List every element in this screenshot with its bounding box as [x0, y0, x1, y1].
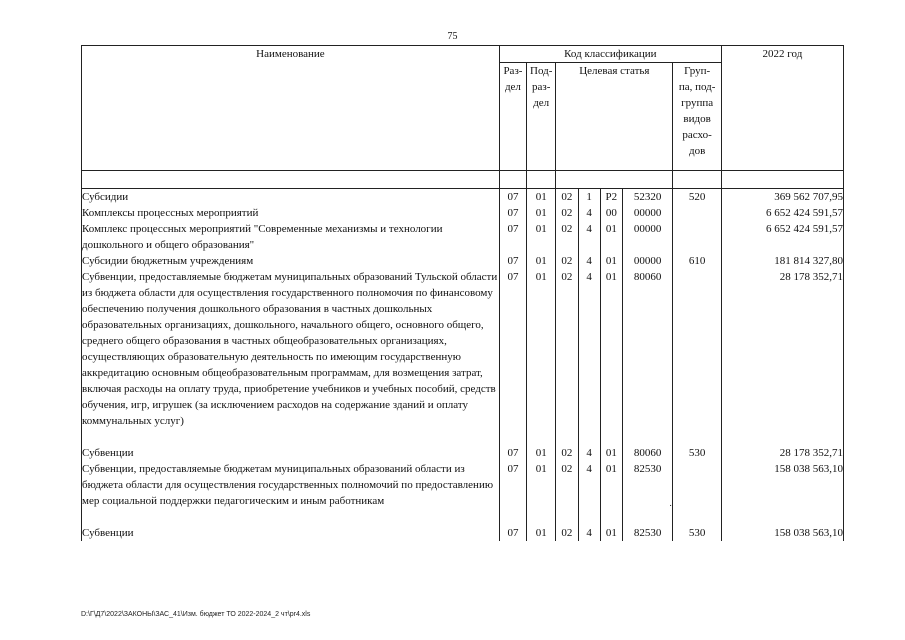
- row-target-event: 01: [600, 461, 622, 509]
- row-name: Комплекс процессных мероприятий "Современные механизмы и технологии дошкольного и общего образования": [82, 221, 500, 253]
- row-target-event: 01: [600, 269, 622, 429]
- header-razdel: Раз- дел: [499, 63, 526, 171]
- row-target-program: 02: [556, 269, 578, 429]
- header-target: Целевая статья: [556, 63, 673, 171]
- row-group: [673, 461, 721, 509]
- row-podrazdel: 01: [527, 461, 556, 509]
- row-name: Субсидии бюджетным учреждениям: [82, 253, 500, 269]
- row-amount: 369 562 707,95: [721, 189, 843, 206]
- row-podrazdel: 01: [527, 445, 556, 461]
- row-target-type: 4: [578, 205, 600, 221]
- header-group: Груп- па, под- группа видов расхо- дов: [673, 63, 721, 171]
- spacer-row: [82, 509, 844, 525]
- row-amount: 28 178 352,71: [721, 445, 843, 461]
- row-group: [673, 221, 721, 253]
- row-target-direction: 82530: [622, 525, 672, 541]
- row-target-program: 02: [556, 461, 578, 509]
- row-target-program: 02: [556, 205, 578, 221]
- budget-table: [81, 45, 844, 541]
- row-target-event: 01: [600, 445, 622, 461]
- table-row: [82, 525, 844, 541]
- row-target-direction-value: 82530: [633, 463, 662, 475]
- row-target-type: 4: [578, 253, 600, 269]
- row-group: 520: [673, 189, 721, 206]
- row-target-event: 01: [600, 525, 622, 541]
- row-target-direction: 00000: [622, 205, 672, 221]
- row-name: Субсидии: [82, 189, 500, 206]
- header-classification: Код классификации: [499, 46, 721, 63]
- row-target-program: 02: [556, 221, 578, 253]
- row-razdel: 07: [499, 189, 526, 206]
- spacer-row: [82, 429, 844, 445]
- row-name: Комплексы процессных мероприятий: [82, 205, 500, 221]
- row-razdel: 07: [499, 445, 526, 461]
- row-group: [673, 269, 721, 429]
- row-podrazdel: 01: [527, 189, 556, 206]
- stray-mark: .: [669, 498, 672, 508]
- row-target-event: 01: [600, 221, 622, 253]
- row-target-direction: 00000: [622, 253, 672, 269]
- table-row: [82, 221, 844, 253]
- row-target-type: 4: [578, 221, 600, 253]
- table-row: [82, 253, 844, 269]
- row-target-type: 4: [578, 461, 600, 509]
- table-body: [82, 189, 844, 542]
- row-amount: 6 652 424 591,57: [721, 205, 843, 221]
- row-target-program: 02: [556, 525, 578, 541]
- row-podrazdel: 01: [527, 525, 556, 541]
- row-group: 610: [673, 253, 721, 269]
- row-target-event: 00: [600, 205, 622, 221]
- row-name: Субвенции, предоставляемые бюджетам муниципальных образований Тульской области из бюджета области для осуществления государственного полномочия по финансовому обеспечению получения дошкольного образования в частных дошкольных образовательных организациях, дошкольного, начального общего, основного общего, среднего общего образования в частных общеобразовательных организациях, осуществляющих образовательную деятельность по имеющим государственную аккредитацию основным общеобразовательным программам, для возмещения затрат, включая расходы на оплату труда, приобретение учебников и учебных пособий, средств обучения, игр, игрушек (за исключением расходов на содержание зданий и оплату коммунальных услуг): [82, 269, 500, 429]
- row-razdel: 07: [499, 269, 526, 429]
- table-row: [82, 189, 844, 206]
- row-razdel: 07: [499, 525, 526, 541]
- row-target-event: 01: [600, 253, 622, 269]
- row-target-program: 02: [556, 253, 578, 269]
- row-target-direction: [622, 461, 672, 509]
- row-group: 530: [673, 445, 721, 461]
- row-name: Субвенции, предоставляемые бюджетам муниципальных образований области из бюджета области для осуществления государственных полномочий по предоставлению мер социальной поддержки педагогическим и иным работникам: [82, 461, 500, 509]
- row-target-type: 4: [578, 269, 600, 429]
- row-target-program: 02: [556, 189, 578, 206]
- header-podrazdel: Под- раз- дел: [527, 63, 556, 171]
- row-podrazdel: 01: [527, 205, 556, 221]
- header-name: Наименование: [82, 46, 500, 171]
- row-group: 530: [673, 525, 721, 541]
- row-group: [673, 205, 721, 221]
- row-razdel: 07: [499, 205, 526, 221]
- row-amount: 6 652 424 591,57: [721, 221, 843, 253]
- row-target-type: 4: [578, 525, 600, 541]
- row-name: Субвенции: [82, 445, 500, 461]
- row-target-type: 4: [578, 445, 600, 461]
- row-target-direction: 80060: [622, 445, 672, 461]
- row-razdel: 07: [499, 221, 526, 253]
- row-podrazdel: 01: [527, 269, 556, 429]
- row-amount: 158 038 563,10: [721, 461, 843, 509]
- row-podrazdel: 01: [527, 253, 556, 269]
- row-target-event: P2: [600, 189, 622, 206]
- row-amount: 158 038 563,10: [721, 525, 843, 541]
- row-target-direction: 52320: [622, 189, 672, 206]
- header-year: 2022 год: [721, 46, 843, 171]
- row-target-direction: 00000: [622, 221, 672, 253]
- row-razdel: 07: [499, 461, 526, 509]
- table-row: [82, 461, 844, 509]
- table-row: [82, 205, 844, 221]
- row-name: Субвенции: [82, 525, 500, 541]
- table-row: [82, 445, 844, 461]
- table-row: [82, 269, 844, 429]
- row-target-program: 02: [556, 445, 578, 461]
- row-target-direction: 80060: [622, 269, 672, 429]
- row-target-type: 1: [578, 189, 600, 206]
- row-amount: 181 814 327,80: [721, 253, 843, 269]
- file-path-footer: D:\Г\Д7\2022\ЗАКОНЫ\ЗАС_41\Изм. бюджет ТО 2022-2024_2 чт\pr4.xls: [81, 611, 311, 618]
- table-header: [82, 46, 844, 189]
- row-razdel: 07: [499, 253, 526, 269]
- page-number: 75: [447, 31, 458, 42]
- row-amount: 28 178 352,71: [721, 269, 843, 429]
- row-podrazdel: 01: [527, 221, 556, 253]
